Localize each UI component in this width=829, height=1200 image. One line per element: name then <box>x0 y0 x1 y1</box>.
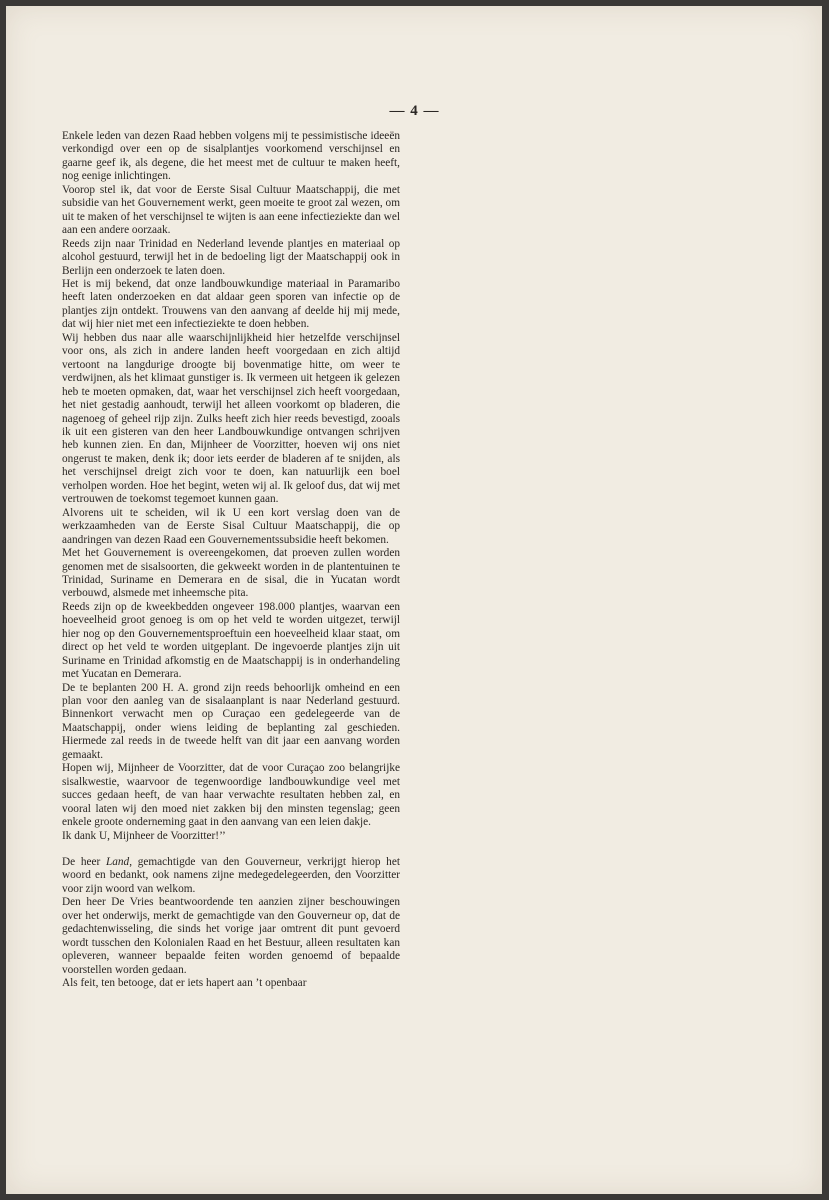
paragraph-gap <box>62 843 400 856</box>
text-column <box>62 130 400 991</box>
land-prefix: De heer <box>62 856 106 869</box>
paragraph: Enkele leden van dezen Raad hebben volgens mij te pessimistische ideeën verkondigd over een op de sisalplantjes voorkomend verschijnsel en gaarne geef ik, als degene, die het meest met de cultuur te maken heeft, nog eenige inlichtingen. <box>62 130 400 183</box>
paragraph: Reeds zijn op de kweekbedden ongeveer 198.000 plantjes, waarvan een hoeveelheid groot genoeg is om op het veld te worden uitgezet, terwijl hier nog op den Gouvernementsproeftuin een hoeveelheid klaar staat, om direct op het veld te worden uitgeplant. De ingevoerde plantjes zijn uit Suriname en Trinidad afkomstig en de Maatschappij is in onderhandeling met Yucatan en Demerara. <box>62 600 400 681</box>
paragraph: De te beplanten 200 H. A. grond zijn reeds behoorlijk omheind en een plan voor den aanleg van de sisalaanplant is naar Nederland gestuurd. Binnenkort verwacht men op Curaçao een gedelegeerde van de Maatschappij, onder wiens leiding de beplanting zal geschieden. Hiermede zal reeds in de tweede helft van dit jaar een aanvang worden gemaakt. <box>62 681 400 761</box>
paragraph: Met het Gouvernement is overeengekomen, dat proeven zullen worden genomen met de sisalsoorten, die gekweekt worden in de plantentuinen te Trinidad, Suriname en Demerara en de sisal, die in Yucatan wordt verbouwd, alsmede met inheemsche pita. <box>62 547 400 600</box>
paragraph: Hopen wij, Mijnheer de Voorzitter, dat de voor Curaçao zoo belangrijke sisalkwestie, waarvoor de tegenwoordige landbouwkundige veel met succes gedaan heeft, de van haar verwachte resultaten hebben zal, en vooral laten wij den moed niet zakken bij den minsten tegenslag; geen enkele groote onderneming gaat in den aanvang van een leien dakje. <box>62 762 400 829</box>
paragraph: Als feit, ten betooge, dat er iets hapert aan ’t openbaar <box>62 977 307 990</box>
paragraph: Reeds zijn naar Trinidad en Nederland levende plantjes en materiaal op alcohol gestuurd, terwijl het in de bedoeling ligt der Maatschappij ook in Berlijn een onderzoek te laten doen. <box>62 237 400 277</box>
page-number: — 4 — <box>389 103 440 119</box>
paragraph: Voorop stel ik, dat voor de Eerste Sisal Cultuur Maatschappij, die met subsidie van het Gouvernement werkt, geen moeite te groot zal wezen, om uit te maken of het verschijnsel te wijten is aan eene infectieziekte dan wel aan een andere oorzaak. <box>62 183 400 237</box>
paragraph-land <box>62 856 400 896</box>
paragraph: Ik dank U, Mijnheer de Voorzitter!’’ <box>62 829 226 842</box>
paragraph: Wij hebben dus naar alle waarschijnlijkheid hier hetzelfde verschijnsel voor ons, als zich in andere landen heeft voorgedaan en zich altijd vertoont na langdurige droogte bij bovenmatige hitte, om weer te verdwijnen, als het klimaat gunstiger is. Ik vermeen uit hetgeen ik gelezen heb te moeten opmaken, dat, waar het verschijnsel zich heeft voorgedaan, het niet gestadig aanhoudt, terwijl het alleen voorkomt op bladeren, die nagenoeg of geheel rijp zijn. Zulks heeft zich hier reeds bevestigd, zooals ik uit een gisteren van den heer Landbouwkundige ontvangen schrijven heb kunnen zien. En dan, Mijnheer de Voorzitter, hoeven wij ons niet ongerust te maken, denk ik; door iets eerder de bladeren af te snijden, als het verschijnsel dreigt zich voor te doen, kan natuurlijk een boel verholpen worden. Hoe het begint, weten wij al. Ik geloof dus, dat wij met vertrouwen de toekomst tegemoet kunnen gaan. <box>62 331 400 506</box>
paragraph: Het is mij bekend, dat onze landbouwkundige materiaal in Paramaribo heeft laten onderzoeken en dat aldaar geen sporen van infectie op de plantjes zijn ontdekt. Trouwens van den aanvang af deelde hij mij mede, dat wij hier niet met een infectieziekte te doen hebben. <box>62 277 400 331</box>
paragraph: Den heer De Vries beantwoordende ten aanzien zijner beschouwingen over het onderwijs, merkt de gemachtigde van den Gouverneur op, dat de gedachtenwisseling, die sinds het vorige jaar omtrent dit punt gevoerd wordt tusschen den Kolonialen Raad en het Bestuur, alleen resultaten kan opleveren, wanneer bepaalde feiten worden genoemd of bepaalde voorstellen worden gedaan. <box>62 896 400 976</box>
paragraph: Alvorens uit te scheiden, wil ik U een kort verslag doen van de werkzaamheden van de Eerste Sisal Cultuur Maatschappij, die op aandringen van dezen Raad een Gouvernementssubsidie heeft bekomen. <box>62 506 400 546</box>
land-suffix: , gemachtigde van den Gouverneur, verkrijgt hierop het woord en bedankt, ook namens zijne medegedelegeerden, den Voorzitter voor zijn woord van welkom. <box>62 856 400 895</box>
speaker-name: Land <box>105 856 130 869</box>
